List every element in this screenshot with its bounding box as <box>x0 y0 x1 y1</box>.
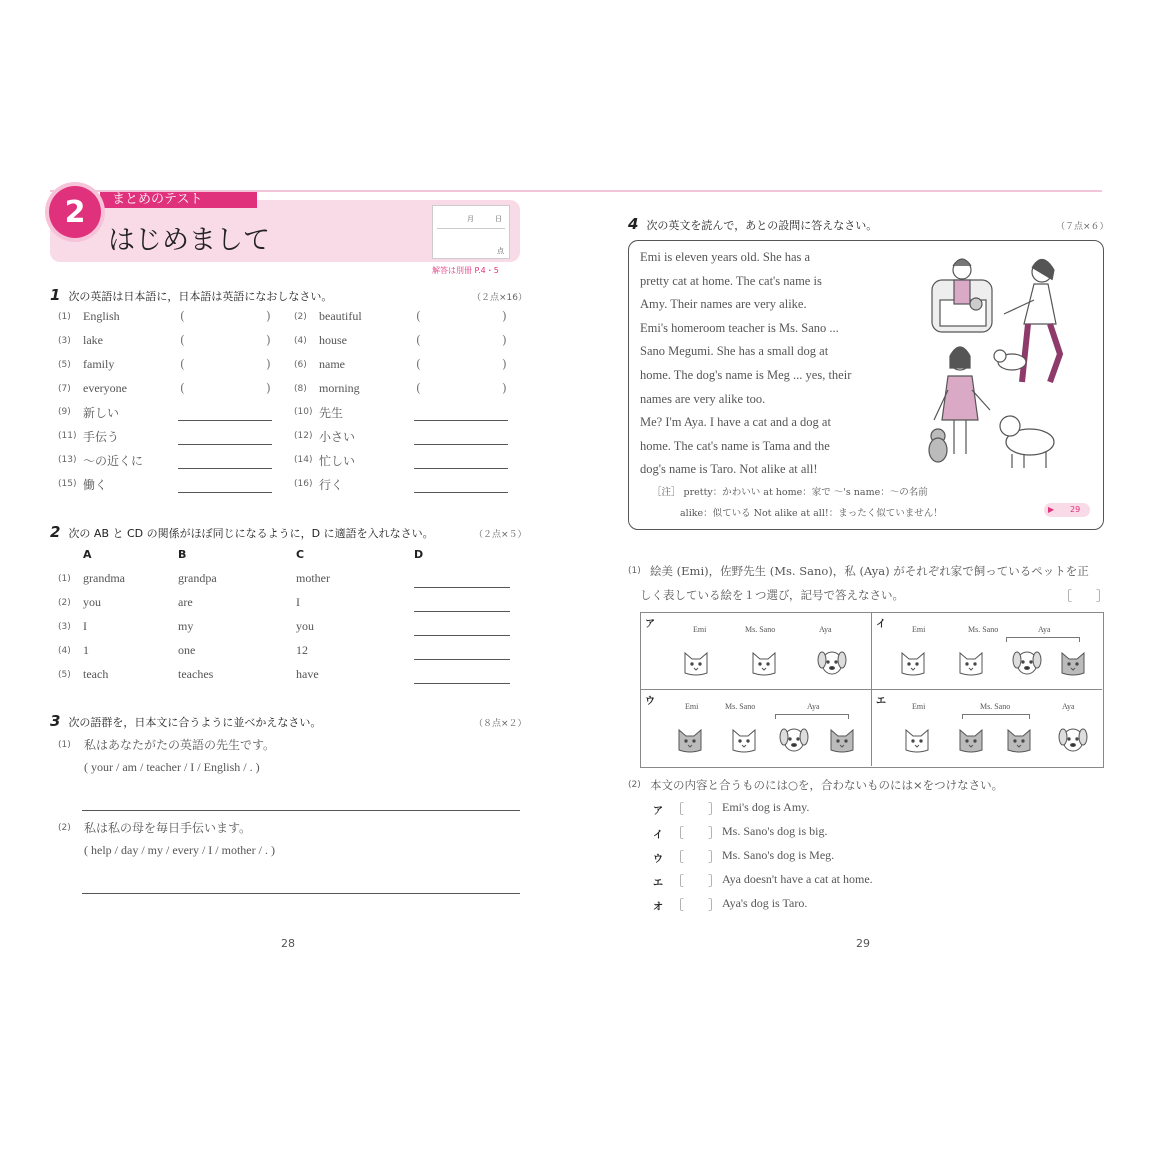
answer-paren-close: ) <box>502 333 507 347</box>
choice-grid <box>640 612 1104 768</box>
sub2-text: 本文の内容と合うものには○を，合わないものには×をつけなさい。 <box>650 778 1004 792</box>
answer-line-d[interactable] <box>414 587 510 588</box>
sub1-text-line1: 絵美 (Emi)，佐野先生 (Ms. Sano)，私 (Aya) がそれぞれ家で飼っているペットを正 <box>650 564 1089 578</box>
item-number: (3) <box>58 622 71 632</box>
dog-face-icon <box>1012 647 1042 677</box>
answer-bracket[interactable]: ［ ］ <box>672 874 721 888</box>
points-label: 点 <box>497 247 504 255</box>
passage-line: Me? I'm Aya. I have a cat and a dog at <box>640 415 831 430</box>
item-number: (16) <box>294 479 313 489</box>
cat-face-icon <box>902 724 932 754</box>
answer-bracket[interactable]: ［ ］ <box>672 850 721 864</box>
page-title: はじめまして <box>108 225 270 256</box>
item-number: (2) <box>58 598 71 608</box>
column-c-header: C <box>296 548 305 561</box>
q3-word-group: ( help / day / my / every / I / mother / . ) <box>84 843 275 857</box>
answer-paren-open: ( <box>180 381 185 395</box>
dog-face-icon <box>817 647 847 677</box>
answer-line[interactable] <box>414 420 508 421</box>
item-number: (4) <box>58 646 71 656</box>
answer-bracket[interactable]: ［ ］ <box>672 802 721 816</box>
score-box <box>432 205 510 259</box>
dog-face-icon <box>1058 724 1088 754</box>
statement-text: Ms. Sano's dog is Meg. <box>722 848 835 862</box>
item-number: (1) <box>58 312 71 322</box>
answer-paren-open: ( <box>416 309 421 323</box>
word-a: grandma <box>83 571 125 585</box>
item-number: (1) <box>58 740 71 750</box>
item-number: (3) <box>58 336 71 346</box>
pair-bracket <box>962 714 1030 719</box>
item-number: (5) <box>58 670 71 680</box>
question-2-points: （２点×５） <box>474 530 527 540</box>
statement-label: オ <box>653 902 663 913</box>
answer-bracket[interactable]: ［ ］ <box>1060 589 1109 603</box>
page-number-right: 29 <box>856 937 870 950</box>
question-number: 1 <box>50 286 61 304</box>
question-1-points: （２点×16） <box>472 293 527 303</box>
english-word: beautiful <box>319 309 362 323</box>
answer-field[interactable] <box>424 355 498 373</box>
answer-reference: 解答は別冊 P.4・5 <box>432 266 499 275</box>
passage-line: home. The dog's name is Meg ... yes, their <box>640 368 852 382</box>
score-divider <box>437 228 505 229</box>
answer-line[interactable] <box>414 492 508 493</box>
question-2-heading <box>50 523 434 541</box>
item-number: (14) <box>294 455 313 465</box>
answer-field[interactable] <box>188 379 262 397</box>
japanese-word: 手伝う <box>83 430 120 444</box>
answer-paren-open: ( <box>180 309 185 323</box>
japanese-word: 先生 <box>319 406 344 420</box>
item-number: (15) <box>58 479 77 489</box>
word-a: I <box>83 619 87 633</box>
unit-number-badge: 2 <box>49 186 101 238</box>
audio-track-number: 29 <box>1070 505 1081 514</box>
q3-word-group: ( your / am / teacher / I / English / . ) <box>84 760 260 774</box>
answer-paren-open: ( <box>180 333 185 347</box>
q3-japanese-sentence: 私はあなたがたの英語の先生です。 <box>84 738 276 752</box>
answer-bracket[interactable]: ［ ］ <box>672 898 721 912</box>
word-b: are <box>178 595 193 609</box>
cat-face-icon <box>681 647 711 677</box>
english-word: English <box>83 309 120 323</box>
cat-face-icon <box>1004 724 1034 754</box>
choice-panel[interactable] <box>872 613 1102 690</box>
question-text: 次の英語は日本語に，日本語は英語になおしなさい。 <box>68 290 333 303</box>
audio-track-button[interactable] <box>1044 503 1090 517</box>
vocabulary-note-1: ［注］ pretty：かわいい at home：家で ～'s name：～の名前 <box>652 487 928 498</box>
answer-paren-close: ) <box>266 309 271 323</box>
passage-line: home. The cat's name is Tama and the <box>640 438 830 453</box>
sub1-text-line2: しく表している絵を１つ選び，記号で答えなさい。 <box>640 588 905 602</box>
answer-line[interactable] <box>82 893 520 894</box>
item-number: (13) <box>58 455 77 465</box>
answer-field[interactable] <box>188 355 262 373</box>
passage-line: Sano Megumi. She has a small dog at <box>640 344 829 359</box>
cat-face-icon <box>898 647 928 677</box>
passage-line: Emi's homeroom teacher is Ms. Sano ... <box>640 320 839 335</box>
pet-owner-name: Aya <box>807 702 820 711</box>
answer-line[interactable] <box>82 810 520 811</box>
item-number: (2) <box>294 312 307 322</box>
item-number: (10) <box>294 407 313 417</box>
english-word: house <box>319 333 347 347</box>
statement-label: ア <box>653 806 663 817</box>
statement-text: Ms. Sano's dog is big. <box>722 824 828 838</box>
word-c: 12 <box>296 643 308 657</box>
choice-panel[interactable] <box>641 613 872 690</box>
answer-line[interactable] <box>414 444 508 445</box>
passage-line: Emi is eleven years old. She has a <box>640 250 811 264</box>
pair-bracket <box>1006 637 1080 642</box>
word-b: my <box>178 619 194 633</box>
english-word: family <box>83 357 115 371</box>
passage-line: names are very alike too. <box>640 391 766 406</box>
answer-line-d[interactable] <box>414 659 510 660</box>
choice-label: ウ <box>645 696 655 707</box>
question-text: 次の AB と CD の関係がほぼ同じになるように，D に適語を入れなさい。 <box>68 527 434 540</box>
answer-line-d[interactable] <box>414 635 510 636</box>
cat-face-icon <box>956 724 986 754</box>
question-4-heading <box>628 215 877 233</box>
pet-owner-name: Ms. Sano <box>968 625 999 634</box>
answer-paren-open: ( <box>416 357 421 371</box>
answer-line[interactable] <box>178 444 272 445</box>
answer-paren-open: ( <box>416 381 421 395</box>
statement-label: ウ <box>653 854 663 865</box>
page-number-left: 28 <box>281 937 295 950</box>
answer-paren-close: ) <box>266 333 271 347</box>
column-a-header: A <box>83 548 92 561</box>
japanese-word: 働く <box>83 478 108 492</box>
word-b: teaches <box>178 667 214 681</box>
question-4-points: （７点×６） <box>1056 222 1109 232</box>
answer-line-d[interactable] <box>414 611 510 612</box>
question-number: 2 <box>50 523 61 541</box>
answer-line-d[interactable] <box>414 683 510 684</box>
question-3-points: （８点×２） <box>474 719 527 729</box>
answer-field[interactable] <box>188 331 262 349</box>
item-number: (4) <box>294 336 307 346</box>
q3-japanese-sentence: 私は私の母を毎日手伝います。 <box>84 821 252 835</box>
statement-text: Emi's dog is Amy. <box>722 800 810 814</box>
pet-owner-name: Aya <box>819 625 832 634</box>
word-a: 1 <box>83 643 89 657</box>
english-word: name <box>319 357 345 371</box>
answer-field[interactable] <box>424 331 498 349</box>
item-number: (8) <box>294 384 307 394</box>
answer-paren-close: ) <box>502 381 507 395</box>
answer-line[interactable] <box>414 468 508 469</box>
item-number: (2) <box>628 780 641 790</box>
english-word: morning <box>319 381 360 395</box>
word-c: I <box>296 595 300 609</box>
answer-bracket[interactable]: ［ ］ <box>672 826 721 840</box>
item-number: (1) <box>628 566 641 576</box>
word-c: mother <box>296 571 330 585</box>
japanese-word: ～の近くに <box>83 454 144 468</box>
passage-line: dog's name is Taro. Not alike at all! <box>640 462 818 477</box>
question-1-heading <box>50 286 332 304</box>
item-number: (12) <box>294 431 313 441</box>
item-number: (2) <box>58 823 71 833</box>
word-b: one <box>178 643 196 657</box>
item-number: (6) <box>294 360 307 370</box>
item-number: (11) <box>58 431 77 441</box>
item-number: (5) <box>58 360 71 370</box>
pet-owner-name: Emi <box>912 702 926 711</box>
cat-face-icon <box>675 724 705 754</box>
choice-panel[interactable] <box>872 690 1102 766</box>
passage-line: Amy. Their names are very alike. <box>640 297 807 312</box>
item-number: (7) <box>58 384 71 394</box>
answer-line[interactable] <box>178 492 272 493</box>
pet-owner-name: Ms. Sano <box>745 625 776 634</box>
japanese-word: 行く <box>319 478 344 492</box>
word-a: you <box>83 595 101 609</box>
english-word: lake <box>83 333 103 347</box>
japanese-word: 新しい <box>83 406 120 420</box>
choice-label: エ <box>876 696 886 707</box>
answer-paren-open: ( <box>180 357 185 371</box>
speaker-icon: ▶ <box>1048 505 1055 514</box>
item-number: (9) <box>58 407 71 417</box>
answer-paren-close: ) <box>266 357 271 371</box>
question-text: 次の英文を読んで，あとの設問に答えなさい。 <box>646 219 878 232</box>
pet-owner-name: Emi <box>685 702 699 711</box>
passage-line: pretty cat at home. The cat's name is <box>640 273 822 288</box>
pet-owner-name: Ms. Sano <box>980 702 1011 711</box>
day-label: 日 <box>495 215 502 223</box>
pet-owner-name: Ms. Sano <box>725 702 756 711</box>
english-word: everyone <box>83 381 127 395</box>
statement-label: エ <box>653 878 663 889</box>
word-a: teach <box>83 667 109 681</box>
answer-paren-open: ( <box>416 333 421 347</box>
cat-face-icon <box>1058 647 1088 677</box>
word-c: you <box>296 619 314 633</box>
choice-panel[interactable] <box>641 690 872 766</box>
question-3-heading <box>50 712 321 730</box>
pet-owner-name: Aya <box>1062 702 1075 711</box>
pet-owner-name: Emi <box>693 625 707 634</box>
answer-paren-close: ) <box>266 381 271 395</box>
item-number: (1) <box>58 574 71 584</box>
vocabulary-note-2: alike：似ている Not alike at all!：まったく似ていません！ <box>680 508 943 519</box>
japanese-word: 忙しい <box>319 454 356 468</box>
answer-field[interactable] <box>188 307 262 325</box>
story-illustration <box>920 250 1090 475</box>
answer-line[interactable] <box>178 420 272 421</box>
month-label: 月 <box>467 215 474 223</box>
dog-face-icon <box>779 724 809 754</box>
column-d-header: D <box>414 548 424 561</box>
pet-owner-name: Aya <box>1038 625 1051 634</box>
column-b-header: B <box>178 548 187 561</box>
answer-paren-close: ) <box>502 357 507 371</box>
answer-paren-close: ) <box>502 309 507 323</box>
statement-text: Aya's dog is Taro. <box>722 896 808 910</box>
pet-owner-name: Emi <box>912 625 926 634</box>
section-banner: まとめのテスト <box>100 192 257 208</box>
answer-field[interactable] <box>424 379 498 397</box>
japanese-word: 小さい <box>319 430 356 444</box>
choice-label: イ <box>876 619 886 630</box>
word-c: have <box>296 667 319 681</box>
statement-label: イ <box>653 830 663 841</box>
statement-text: Aya doesn't have a cat at home. <box>722 872 873 886</box>
word-b: grandpa <box>178 571 217 585</box>
question-text: 次の語群を，日本文に合うように並べかえなさい。 <box>68 716 322 729</box>
cat-face-icon <box>729 724 759 754</box>
choice-label: ア <box>645 619 655 630</box>
question-number: 3 <box>50 712 61 730</box>
pair-bracket <box>775 714 849 719</box>
answer-field[interactable] <box>424 307 498 325</box>
cat-face-icon <box>749 647 779 677</box>
cat-face-icon <box>827 724 857 754</box>
answer-line[interactable] <box>178 468 272 469</box>
question-number: 4 <box>628 215 639 233</box>
cat-face-icon <box>956 647 986 677</box>
